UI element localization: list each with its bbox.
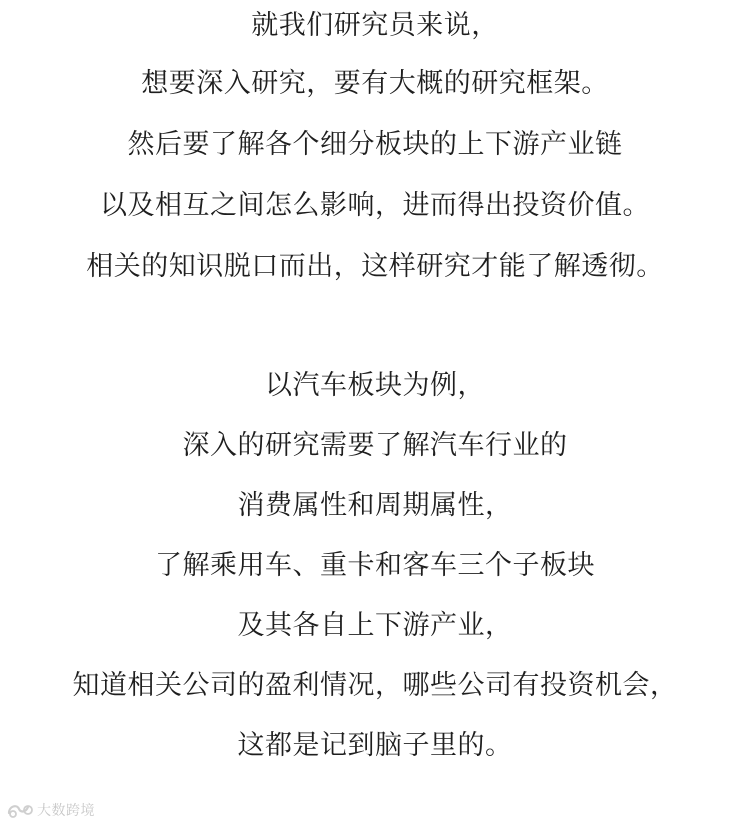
text-line: 了解乘用车、重卡和客车三个子板块 (155, 550, 595, 581)
text-line: 相关的知识脱口而出，这样研究才能了解透彻。 (86, 251, 664, 282)
text-line: 这都是记到脑子里的。 (237, 730, 513, 761)
text-line: 想要深入研究，要有大概的研究框架。 (141, 68, 609, 99)
text-line: 消费属性和周期属性， (237, 490, 513, 521)
text-line: 深入的研究需要了解汽车行业的 (182, 430, 568, 461)
watermark (6, 798, 95, 822)
text-line: 以及相互之间怎么影响，进而得出投资价值。 (100, 190, 650, 221)
text-line: 知道相关公司的盈利情况，哪些公司有投资机会， (72, 670, 678, 701)
text-line: 及其各自上下游产业， (237, 610, 513, 641)
brand-logo-icon (6, 800, 34, 820)
watermark-text: 大数跨境 (37, 803, 95, 819)
text-line: 以汽车板块为例， (265, 370, 485, 401)
text-line: 就我们研究员来说， (251, 10, 499, 41)
text-line: 然后要了解各个细分板块的上下游产业链 (127, 129, 623, 160)
